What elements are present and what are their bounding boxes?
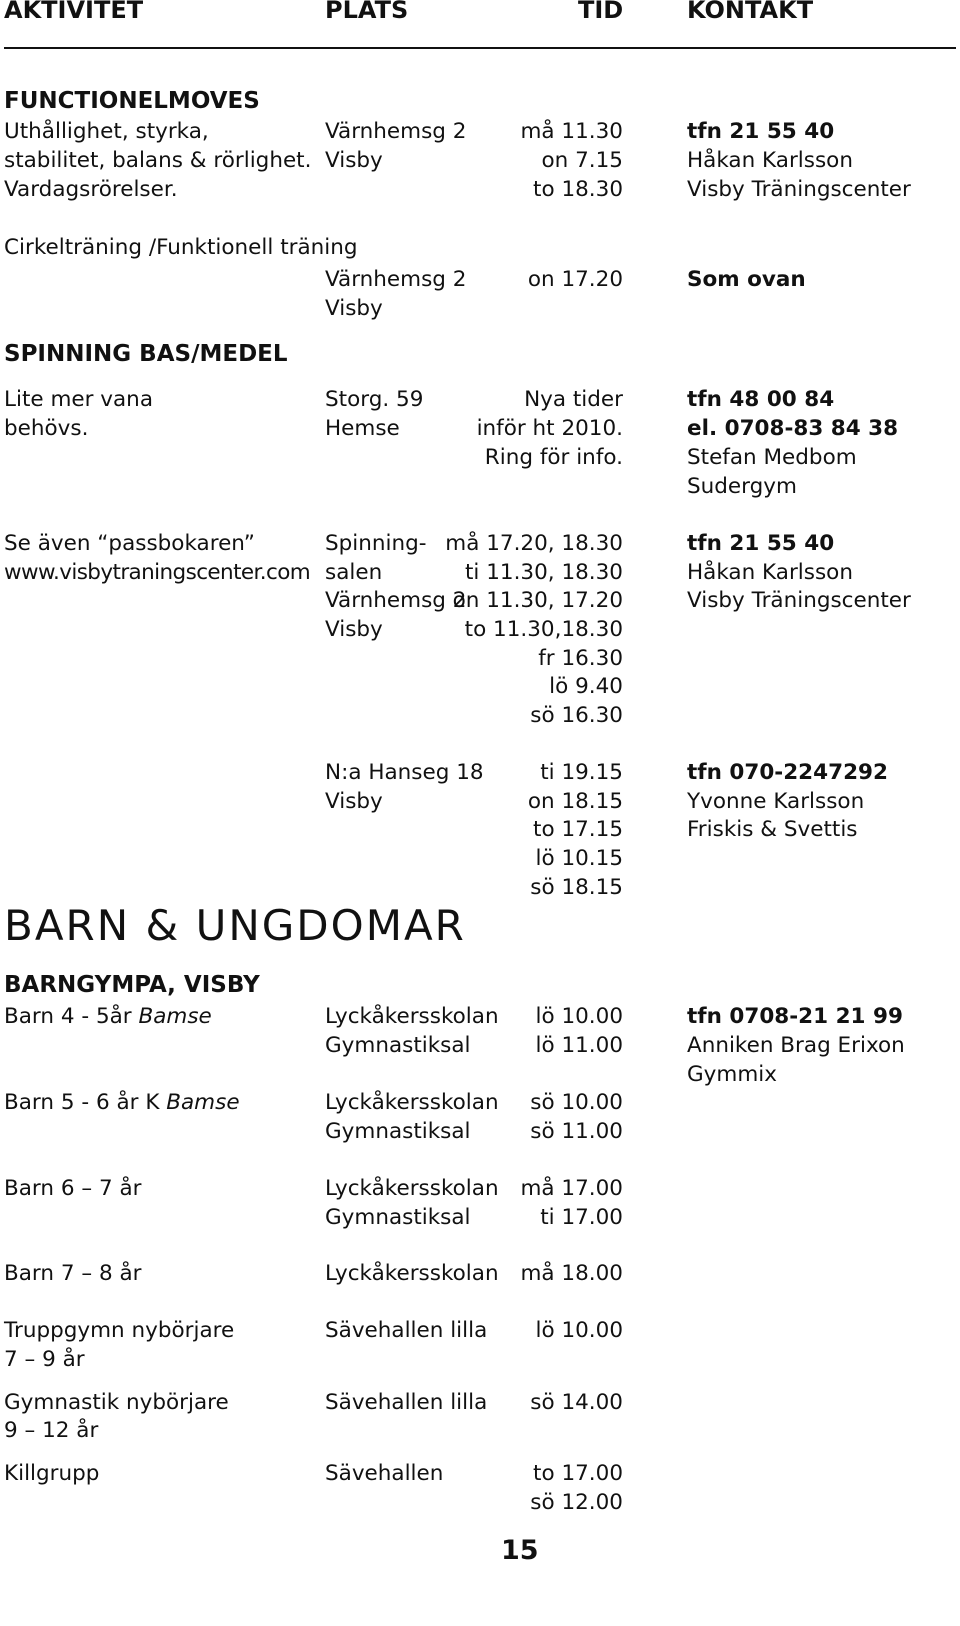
contact-name: Håkan Karlsson <box>687 560 853 585</box>
time: Nya tider <box>524 387 623 412</box>
time: ti 19.15 <box>540 760 623 785</box>
place: salen <box>325 560 383 585</box>
time: ti 11.30, 18.30 <box>464 560 623 585</box>
place: Värnhemsg 2 <box>325 588 467 613</box>
contact-name: Yvonne Karlsson <box>687 789 865 814</box>
activity-label: Barn 6 – 7 år <box>4 1176 142 1201</box>
header-activity: AKTIVITET <box>4 0 144 24</box>
header-time: TID <box>578 0 624 24</box>
website-link: www.visbytraningscenter.com <box>4 560 311 585</box>
time: to 11.30,18.30 <box>464 617 623 642</box>
section-title: FUNCTIONELMOVES <box>4 88 260 114</box>
place: Lyckåkersskolan <box>325 1004 499 1029</box>
contact-org: Sudergym <box>687 474 797 499</box>
time: ti 17.00 <box>540 1205 623 1230</box>
place: Värnhemsg 2 <box>325 267 467 292</box>
time: on 18.15 <box>527 789 623 814</box>
contact-name: Anniken Brag Erixon <box>687 1033 905 1058</box>
contact-phone: tfn 21 55 40 <box>687 119 835 144</box>
contact-org: Friskis & Svettis <box>687 817 858 842</box>
activity-label: Barn 5 - 6 år K Bamse <box>4 1090 240 1115</box>
time: inför ht 2010. <box>476 416 623 441</box>
activity-label: 7 – 9 år <box>4 1347 85 1372</box>
time: lö 10.00 <box>535 1004 623 1029</box>
place: N:a Hanseg 18 <box>325 760 484 785</box>
time: lö 9.40 <box>549 674 623 699</box>
time: lö 10.15 <box>535 846 623 871</box>
place: Visby <box>325 296 383 321</box>
place: Lyckåkersskolan <box>325 1261 499 1286</box>
header-place: PLATS <box>325 0 409 24</box>
activity-label: Truppgymn nybörjare <box>4 1318 235 1343</box>
place: Gymnastiksal <box>325 1119 471 1144</box>
contact-phone: tfn 48 00 84 <box>687 387 835 412</box>
time: on 17.20 <box>527 267 623 292</box>
activity-desc: Lite mer vana <box>4 387 153 412</box>
time: to 17.15 <box>533 817 623 842</box>
time: lö 11.00 <box>535 1033 623 1058</box>
time: fr 16.30 <box>538 646 623 671</box>
time: sö 12.00 <box>530 1490 623 1515</box>
place: Sävehallen <box>325 1461 444 1486</box>
contact-note: Som ovan <box>687 267 806 292</box>
contact-phone: el. 0708-83 84 38 <box>687 416 899 441</box>
section-title: SPINNING BAS/MEDEL <box>4 341 288 367</box>
activity-desc: Uthållighet, styrka, <box>4 119 209 144</box>
header-divider <box>4 47 956 49</box>
contact-phone: tfn 070-2247292 <box>687 760 888 785</box>
contact-phone: tfn 0708-21 21 99 <box>687 1004 903 1029</box>
activity-desc: behövs. <box>4 416 89 441</box>
activity-label: 9 – 12 år <box>4 1418 99 1443</box>
time: sö 18.15 <box>530 875 623 900</box>
section-title: Cirkelträning /Funktionell träning <box>4 235 358 260</box>
time: må 17.20, 18.30 <box>445 531 623 556</box>
time: må 11.30 <box>520 119 623 144</box>
section-title: BARNGYMPA, VISBY <box>4 972 260 998</box>
place: Storg. 59 <box>325 387 424 412</box>
time: on 7.15 <box>541 148 623 173</box>
place: Lyckåkersskolan <box>325 1090 499 1115</box>
contact-org: Visby Träningscenter <box>687 588 911 613</box>
place: Sävehallen lilla <box>325 1318 488 1343</box>
time: on 11.30, 17.20 <box>452 588 623 613</box>
time: sö 10.00 <box>530 1090 623 1115</box>
activity-desc: Se även “passbokaren” <box>4 531 255 556</box>
page-number: 15 <box>501 1535 539 1566</box>
contact-org: Gymmix <box>687 1062 777 1087</box>
activity-desc: stabilitet, balans & rörlighet. <box>4 148 312 173</box>
header-contact: KONTAKT <box>687 0 814 24</box>
activity-label: Barn 7 – 8 år <box>4 1261 142 1286</box>
activity-label: Killgrupp <box>4 1461 100 1486</box>
activity-label: Gymnastik nybörjare <box>4 1390 229 1415</box>
time: to 17.00 <box>533 1461 623 1486</box>
time: to 18.30 <box>533 177 623 202</box>
activity-label: Barn 4 - 5år Bamse <box>4 1004 212 1029</box>
place: Visby <box>325 789 383 814</box>
place: Visby <box>325 148 383 173</box>
time: sö 11.00 <box>530 1119 623 1144</box>
page-heading: BARN & UNGDOMAR <box>4 901 466 950</box>
place: Gymnastiksal <box>325 1033 471 1058</box>
time: sö 16.30 <box>530 703 623 728</box>
time: må 17.00 <box>520 1176 623 1201</box>
contact-phone: tfn 21 55 40 <box>687 531 835 556</box>
contact-org: Visby Träningscenter <box>687 177 911 202</box>
place: Hemse <box>325 416 400 441</box>
time: må 18.00 <box>520 1261 623 1286</box>
time: lö 10.00 <box>535 1318 623 1343</box>
place: Spinning- <box>325 531 427 556</box>
time: Ring för info. <box>484 445 623 470</box>
contact-name: Håkan Karlsson <box>687 148 853 173</box>
place: Sävehallen lilla <box>325 1390 488 1415</box>
time: sö 14.00 <box>530 1390 623 1415</box>
place: Visby <box>325 617 383 642</box>
place: Lyckåkersskolan <box>325 1176 499 1201</box>
place: Värnhemsg 2 <box>325 119 467 144</box>
activity-desc: Vardagsrörelser. <box>4 177 178 202</box>
contact-name: Stefan Medbom <box>687 445 857 470</box>
place: Gymnastiksal <box>325 1205 471 1230</box>
